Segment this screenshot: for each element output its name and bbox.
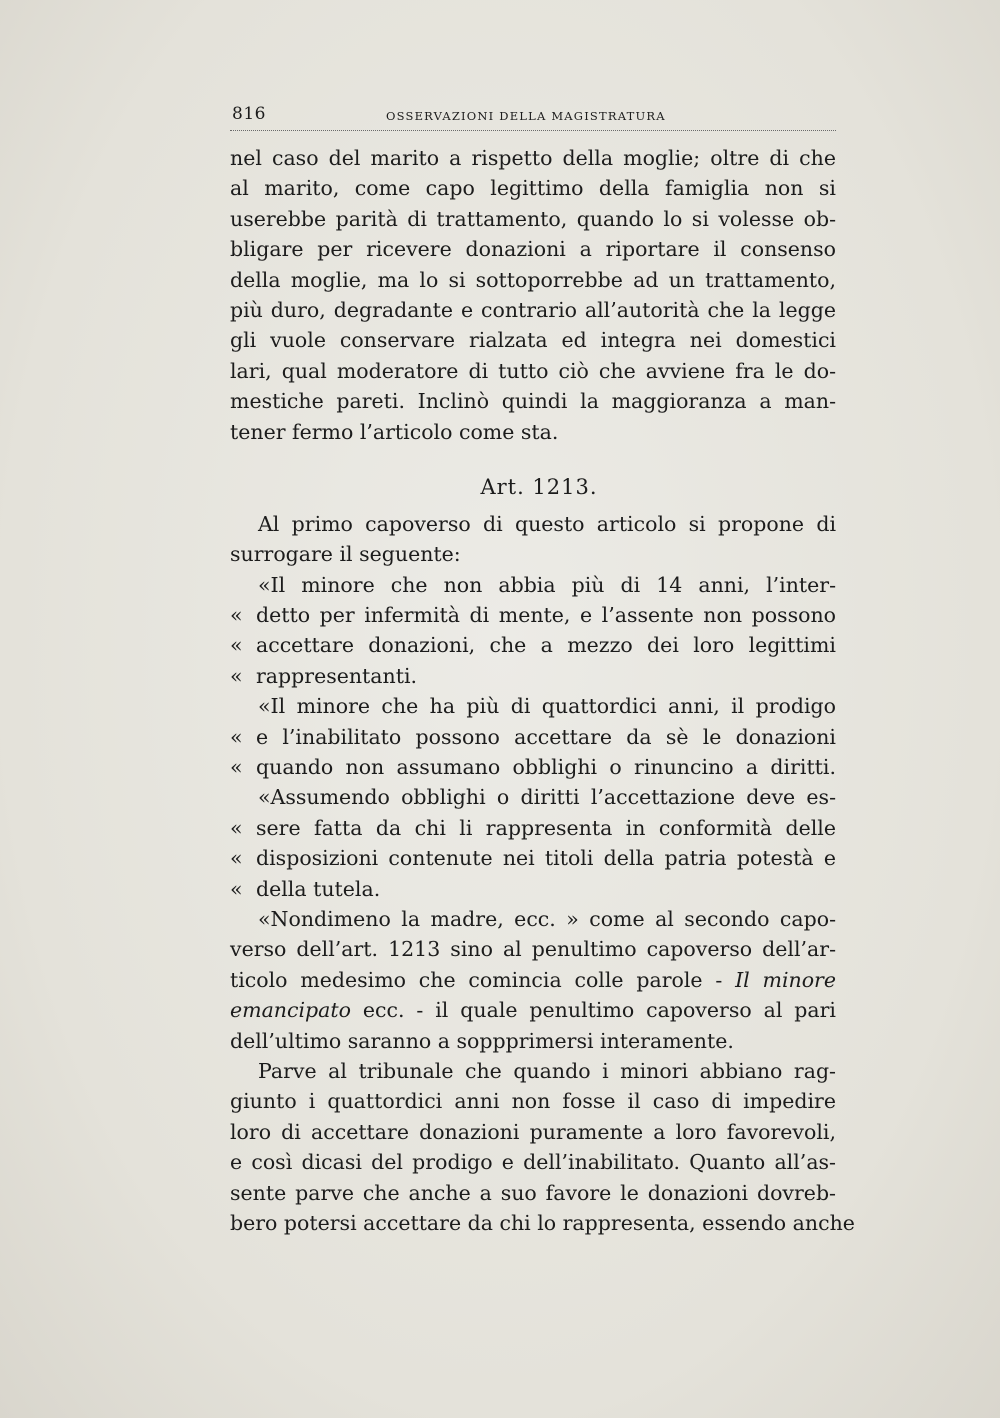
italic-text: emancipato [230, 998, 351, 1023]
text-line: giunto i quattordici anni non fosse il caso di impedire [230, 1089, 836, 1114]
text-line: nel caso del marito a rispetto della moglie; oltre di che [230, 146, 836, 170]
paragraph-final [230, 1056, 855, 1238]
article-heading: Art. 1213. [480, 474, 598, 499]
quote-mark: « [258, 906, 271, 931]
italic-text: Il minore [735, 967, 836, 992]
text-line: verso dell’art. 1213 sino al penultimo capoverso dell’ar- [230, 937, 836, 962]
quoted-line: « accettare donazioni, che a mezzo dei loro legittimi [230, 630, 836, 660]
quoted-line: « quando non assumano obblighi o rinuncino a diritti. [230, 752, 836, 782]
quote-mark: « [230, 663, 243, 688]
quote-mark: « [230, 603, 243, 628]
quote-mark: « [230, 724, 243, 749]
quote-mark: « [230, 755, 243, 780]
quote-mark: « [230, 846, 243, 871]
text-line: tener fermo l’articolo come sta. [230, 419, 559, 444]
text-line: e così dicasi del prodigo e dell’inabilitato. Quanto all’as- [230, 1150, 836, 1175]
quoted-line: « rappresentanti. [230, 661, 836, 691]
text-line: Parve al tribunale che quando i minori abbiano rag- [258, 1058, 836, 1083]
text-line: loro di accettare donazioni puramente a loro favorevoli, [230, 1119, 836, 1144]
text-line: userebbe parità di trattamento, quando lo si volesse ob- [230, 206, 836, 231]
quoted-proposal [230, 570, 836, 935]
text-line: mestiche pareti. Inclinò quindi la maggioranza a man- [230, 389, 836, 414]
quoted-line: « sere fatta da chi li rappresenta in conformità delle [230, 813, 836, 843]
quote-mark: « [258, 694, 271, 719]
quote-mark: « [230, 876, 243, 901]
text-line: sente parve che anche a suo favore le donazioni dovreb- [230, 1180, 836, 1205]
quote-mark: « [230, 815, 243, 840]
text-line: al marito, come capo legittimo della famiglia non si [230, 176, 836, 201]
quote-mark: « [258, 785, 271, 810]
text-line: surrogare il seguente: [230, 542, 461, 567]
quoted-line: « della tutela. [230, 874, 836, 904]
quoted-line: «Assumendo obblighi o diritti l’accettazione deve es- [258, 785, 836, 810]
page-header [230, 100, 836, 131]
quote-mark: « [258, 572, 271, 597]
body-text [230, 143, 855, 1238]
quote-mark: « [230, 633, 243, 658]
quoted-line: «Nondimeno la madre, ecc. » come al secondo capo- [258, 906, 836, 931]
quoted-line: «Il minore che non abbia più di 14 anni, l’inter- [258, 572, 836, 597]
paragraph-continuation [230, 934, 836, 1056]
text-line: della moglie, ma lo si sottoporrebbe ad un trattamento, [230, 267, 836, 292]
text-line: gli vuole conservare rialzata ed integra nei domestici [230, 328, 836, 353]
text-line: ticolo medesimo che comincia colle parole - Il minore [230, 967, 836, 992]
quoted-line: «Il minore che ha più di quattordici anni, il prodigo [258, 694, 836, 719]
running-title: OSSERVAZIONI DELLA MAGISTRATURA [386, 109, 666, 123]
quoted-line: « disposizioni contenute nei titoli della patria potestà e [230, 843, 836, 873]
text-line: lari, qual moderatore di tutto ciò che avviene fra le do- [230, 358, 836, 383]
text-line: bero potersi accettare da chi lo rappresenta, essendo anche [230, 1210, 855, 1235]
page-number: 816 [232, 104, 266, 124]
paragraph-continued [230, 143, 836, 447]
text-line: Al primo capoverso di questo articolo si propone di [258, 511, 836, 536]
quoted-line: « detto per infermità di mente, e l’assente non possono [230, 600, 836, 630]
text-line: dell’ultimo saranno a soppprimersi interamente. [230, 1028, 734, 1053]
quoted-line: « e l’inabilitato possono accettare da sè le donazioni [230, 722, 836, 752]
text-line: bligare per ricevere donazioni a riportare il consenso [230, 237, 836, 262]
text-line: più duro, degradante e contrario all’autorità che la legge [230, 297, 836, 322]
text-line: emancipato ecc. - il quale penultimo capoverso al pari [230, 998, 836, 1023]
paragraph-intro [230, 509, 836, 570]
